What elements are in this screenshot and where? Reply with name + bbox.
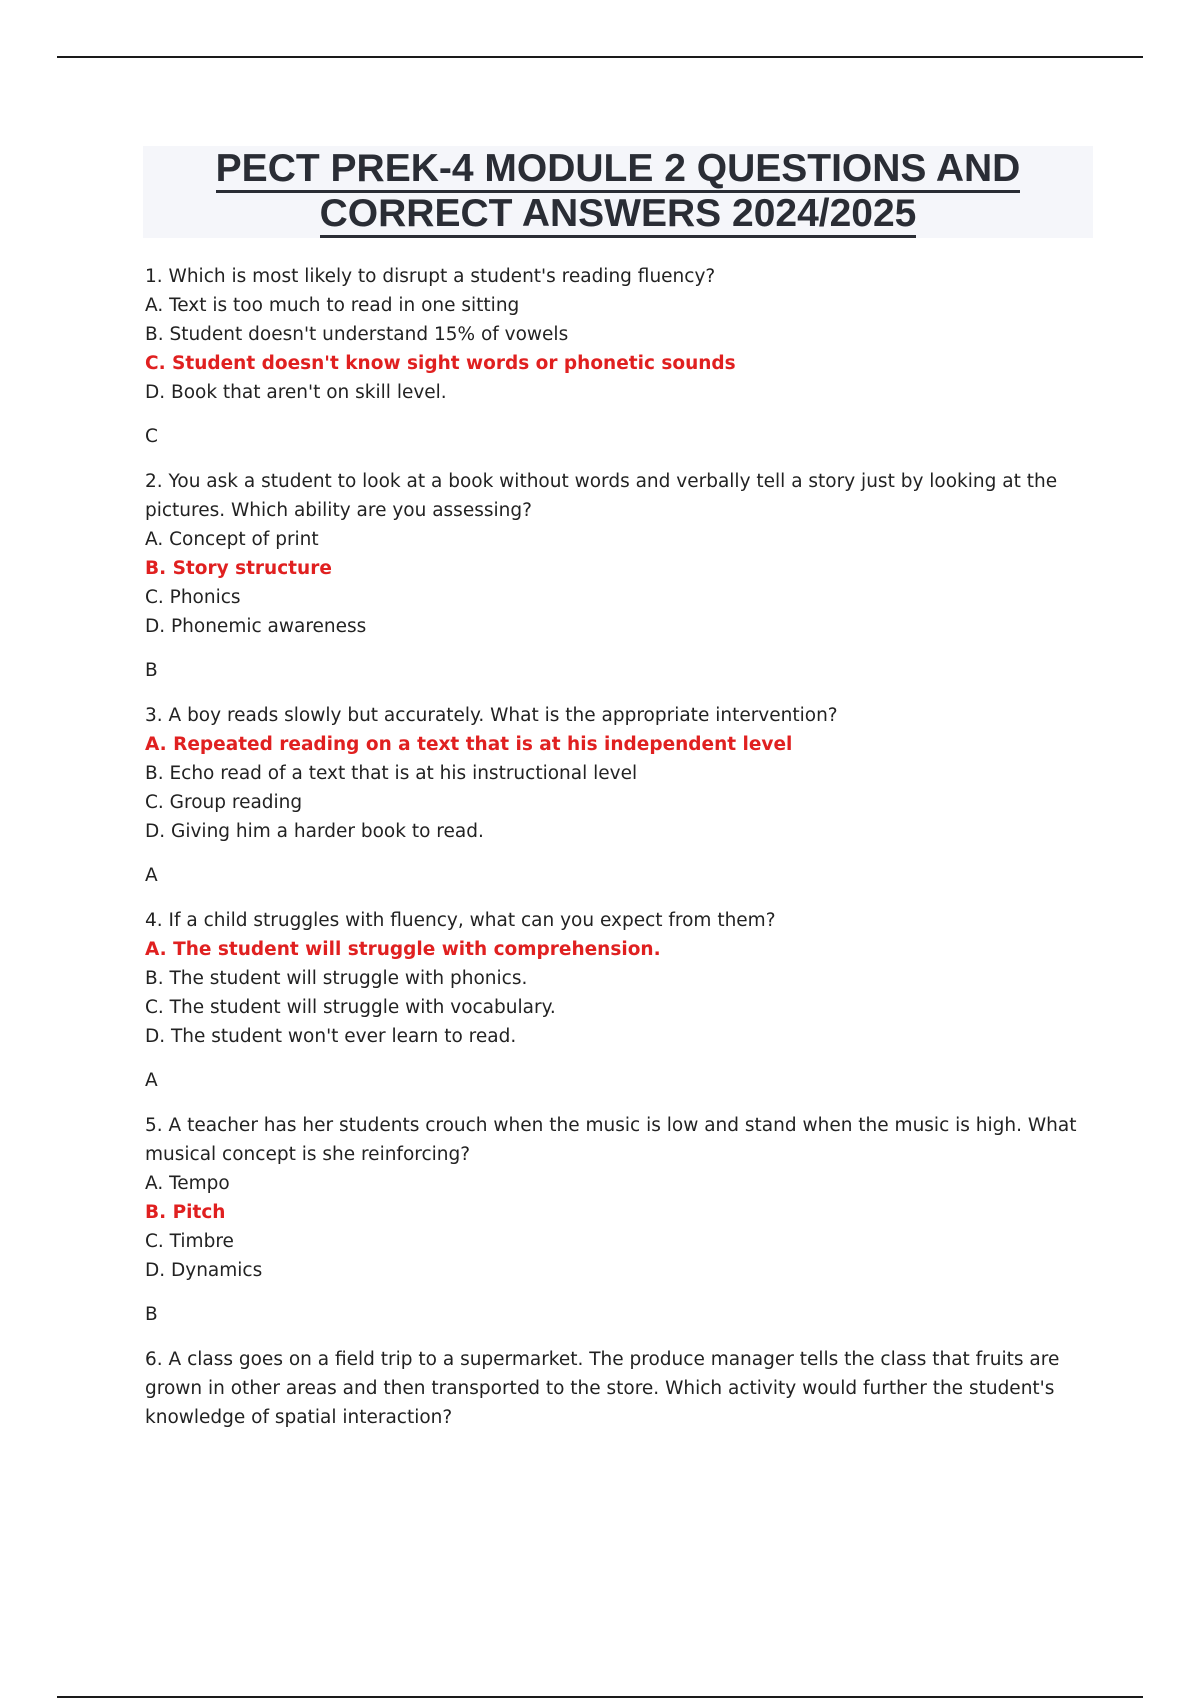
option-c-correct: C. Student doesn't know sight words or phonetic sounds (145, 353, 736, 374)
option-a: A. Text is too much to read in one sitting (145, 295, 520, 316)
top-rule (57, 56, 1143, 58)
option-c: C. The student will struggle with vocabulary. (145, 997, 556, 1018)
question-text: 4. If a child struggles with fluency, what can you expect from them? (145, 910, 776, 931)
option-d: D. The student won't ever learn to read. (145, 1026, 517, 1047)
answer-key: B (145, 660, 158, 681)
option-a-correct: A. The student will struggle with comprehension. (145, 939, 661, 960)
option-b: B. Student doesn't understand 15% of vowels (145, 324, 569, 345)
option-d: D. Book that aren't on skill level. (145, 382, 447, 403)
answer-key: B (145, 1304, 158, 1325)
page-title (143, 146, 1093, 238)
answer-key: C (145, 426, 158, 447)
question-2 (145, 467, 1095, 685)
question-list (145, 262, 1095, 1432)
bottom-rule (57, 1696, 1143, 1698)
option-d: D. Giving him a harder book to read. (145, 821, 484, 842)
option-a-correct: A. Repeated reading on a text that is at his independent level (145, 734, 793, 755)
question-text: 3. A boy reads slowly but accurately. What is the appropriate intervention? (145, 705, 838, 726)
question-4 (145, 906, 1095, 1095)
option-b: B. The student will struggle with phonics. (145, 968, 528, 989)
title-line-1: PECT PREK-4 MODULE 2 QUESTIONS AND (143, 146, 1093, 191)
option-b-correct: B. Pitch (145, 1202, 226, 1223)
question-text: 6. A class goes on a field trip to a supermarket. The produce manager tells the class that fruits are grown in other areas and then transported to the store. Which activity would further the student's knowledge of spatial interaction? (145, 1349, 1060, 1428)
option-c: C. Phonics (145, 587, 241, 608)
option-b-correct: B. Story structure (145, 558, 332, 579)
option-a: A. Concept of print (145, 529, 319, 550)
option-d: D. Phonemic awareness (145, 616, 367, 637)
question-3 (145, 701, 1095, 890)
answer-key: A (145, 1070, 158, 1091)
option-c: C. Timbre (145, 1231, 234, 1252)
title-line-2: CORRECT ANSWERS 2024/2025 (143, 191, 1093, 236)
question-6 (145, 1345, 1095, 1432)
question-text: 2. You ask a student to look at a book without words and verbally tell a story just by looking at the pictures. Which ability are you assessing? (145, 471, 1058, 521)
question-5 (145, 1111, 1095, 1329)
option-b: B. Echo read of a text that is at his instructional level (145, 763, 638, 784)
question-text: 1. Which is most likely to disrupt a student's reading fluency? (145, 266, 716, 287)
question-1 (145, 262, 1095, 451)
question-text: 5. A teacher has her students crouch when the music is low and stand when the music is high. What musical concept is she reinforcing? (145, 1115, 1077, 1165)
option-d: D. Dynamics (145, 1260, 263, 1281)
answer-key: A (145, 865, 158, 886)
option-a: A. Tempo (145, 1173, 230, 1194)
option-c: C. Group reading (145, 792, 303, 813)
